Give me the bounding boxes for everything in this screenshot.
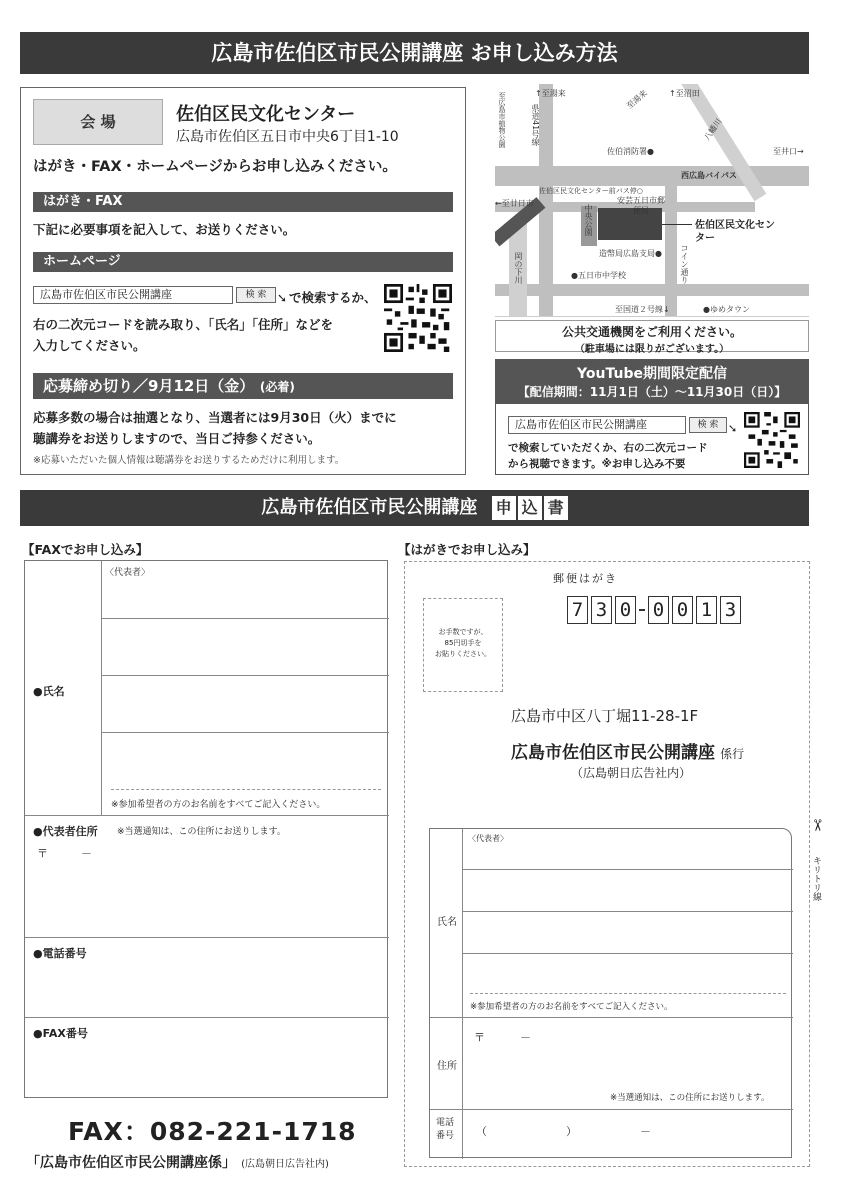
deadline-text2: 聴講券をお送りしますので、当日ご持参ください。 xyxy=(33,431,321,446)
homepage-line3: 入力してください。 xyxy=(33,338,146,353)
pc-zip-mark: 〒 xyxy=(474,1031,485,1044)
pc-name-dashed xyxy=(470,993,786,994)
fax-recipient-line xyxy=(26,1152,329,1172)
map-route2: 至国道２号線↓ xyxy=(615,305,670,314)
homepage-line2: 右の二次元コードを読み取り、「氏名」「住所」などを xyxy=(33,317,334,332)
zip-digit: 0 xyxy=(672,596,693,624)
fax-form xyxy=(24,560,388,1098)
postcard-form xyxy=(404,561,810,1167)
zip-separator xyxy=(639,609,645,611)
venue-label-box xyxy=(33,99,163,145)
venue-map xyxy=(495,84,809,317)
map-venue-label: 佐伯区民文化センター xyxy=(695,220,775,244)
venue-address: 広島市佐伯区五日市中央6丁目1-10 xyxy=(176,129,399,145)
postcard-recipient-suffix: 係行 xyxy=(720,747,745,761)
apply-methods: はがき・FAX・ホームページからお申し込みください。 xyxy=(33,159,397,175)
form-title-bar xyxy=(20,490,809,526)
postcard-address: 広島市中区八丁堀11-28-1F xyxy=(511,707,699,725)
cut-line-label: キリトリ線 xyxy=(811,856,821,901)
top-title-bar xyxy=(20,32,809,74)
map-route41: 県道41号線 xyxy=(531,104,540,147)
youtube-box xyxy=(495,359,809,475)
venue-label: 会 場 xyxy=(80,113,116,131)
stamp-line1: お手数ですが、 xyxy=(438,628,488,636)
pc-name-label: 氏名 xyxy=(437,917,457,928)
map-central-park-label: 中央公園 xyxy=(584,204,593,236)
youtube-text1: で検索していただくか、右の二次元コード xyxy=(508,442,708,454)
fax-recipient-note: (広島朝日広告社内) xyxy=(241,1159,329,1170)
venue-name: 佐伯区民文化センター xyxy=(176,104,356,125)
form-title-char-2: 込 xyxy=(518,496,542,520)
pc-name-line-3 xyxy=(462,953,793,954)
fax-zip-mark: 〒 xyxy=(37,847,48,860)
pc-tel-label-1: 電話 xyxy=(436,1118,455,1128)
map-to-yuki1: ↑至湯来 xyxy=(535,89,566,98)
map-shimokawa: 岡の下川 xyxy=(514,252,523,284)
map-bypass: 西広島バイパス xyxy=(681,171,737,180)
pc-name-line-2 xyxy=(462,911,793,912)
youtube-text2: から視聴できます。※お申し込み不要 xyxy=(508,458,686,470)
map-youme: ●ゆめタウン xyxy=(703,305,750,314)
zip-digit: 0 xyxy=(648,596,669,624)
fax-recipient: 「広島市佐伯区市民公開講座係」 xyxy=(26,1155,236,1171)
info-box xyxy=(20,87,466,475)
homepage-after-search: で検索するか、 xyxy=(289,290,377,305)
postcard-zip xyxy=(567,596,741,624)
stamp-box xyxy=(423,598,503,692)
youtube-period: 【配信期間：11月1日（土）〜11月30日（日）】 xyxy=(517,385,787,399)
stamp-line2: 85円切手を xyxy=(444,639,482,647)
stamp-line3: お貼りください。 xyxy=(435,650,491,658)
fax-fax-label: ●FAX番号 xyxy=(33,1027,88,1040)
form-title-char-1: 申 xyxy=(492,496,516,520)
homepage-search-button[interactable]: 検 索 xyxy=(236,287,276,303)
zip-digit: 0 xyxy=(615,596,636,624)
youtube-search-input[interactable]: 広島市佐伯区市民公開講座 xyxy=(508,416,686,434)
fax-name-dashed xyxy=(111,789,381,790)
pc-addr-label: 住所 xyxy=(437,1061,457,1072)
map-to-inokuchi: 至井口→ xyxy=(773,147,804,156)
map-coin-street: コイン通り xyxy=(680,244,689,284)
youtube-search-button[interactable]: 検 索 xyxy=(689,417,727,433)
top-title: 広島市佐伯区市民公開講座 お申し込み方法 xyxy=(211,41,618,65)
form-title-main: 広島市佐伯区市民公開講座 xyxy=(261,497,478,518)
postcard-fax-header: はがき・FAX xyxy=(33,192,453,212)
fax-zip-dash: － xyxy=(81,847,92,860)
pc-addr-note: ※当選通知は、この住所にお送りします。 xyxy=(610,1093,770,1103)
pc-tel-paren-close: ） xyxy=(566,1125,577,1138)
map-school: ●五日市中学校 xyxy=(571,271,626,280)
fax-name-rep: 〈代表者〉 xyxy=(105,568,151,578)
pc-tel-dash: － xyxy=(640,1125,651,1138)
homepage-header: ホームページ xyxy=(33,252,453,272)
postcard-inner-form xyxy=(429,828,792,1158)
youtube-title: YouTube期間限定配信 xyxy=(577,366,727,382)
homepage-search-input[interactable]: 広島市佐伯区市民公開講座 xyxy=(33,286,233,304)
privacy-note: ※応募いただいた個人情報は聴講券をお送りするためだけに利用します。 xyxy=(33,455,345,466)
zip-digit: 3 xyxy=(720,596,741,624)
pc-addr-bottom xyxy=(430,1109,793,1110)
fax-name-line-3 xyxy=(101,732,389,733)
transit-line2: （駐車場には限りがございます。） xyxy=(574,344,730,355)
map-fire-station: 佐伯消防署● xyxy=(607,147,654,156)
deadline-note: (必着) xyxy=(259,380,295,394)
deadline-header-bar xyxy=(33,373,453,399)
map-road-route41 xyxy=(539,84,553,317)
map-venue-pointer xyxy=(662,224,692,225)
postcard-fax-text: 下記に必要事項を記入して、お送りください。 xyxy=(33,222,296,237)
cursor-icon: ➘ xyxy=(277,291,288,305)
map-mint: 造幣局広島支局● xyxy=(599,249,662,258)
fax-name-bottom xyxy=(25,815,389,816)
fax-name-line-2 xyxy=(101,675,389,676)
fax-name-label: ●氏名 xyxy=(33,685,65,698)
map-bus-stop: 佐伯区民文化センター前バス停○ xyxy=(539,187,643,195)
zip-digit: 3 xyxy=(591,596,612,624)
map-post-office: 安芸五日市郵便局 xyxy=(617,196,665,215)
fax-name-line-1 xyxy=(101,618,389,619)
map-to-hatsukaichi: ←至廿日市 xyxy=(495,199,534,208)
transit-line1: 公共交通機関をご利用ください。 xyxy=(561,325,742,339)
pc-tel-paren-open: （ xyxy=(476,1125,487,1138)
fax-addr-note: ※当選通知は、この住所にお送りします。 xyxy=(117,827,286,837)
form-title-char-3: 書 xyxy=(544,496,568,520)
fax-addr-label: ●代表者住所 xyxy=(33,825,98,838)
zip-digit: 1 xyxy=(696,596,717,624)
postcard-title: 郵便はがき xyxy=(553,572,618,585)
pc-tel-label-2: 番号 xyxy=(436,1131,455,1141)
scissors-icon: ✂ xyxy=(808,818,828,833)
zip-digit: 7 xyxy=(567,596,588,624)
youtube-header xyxy=(496,360,808,404)
transit-box xyxy=(495,320,809,355)
youtube-cursor-icon: ➘ xyxy=(728,422,738,435)
homepage-qr-code[interactable] xyxy=(384,284,452,352)
fax-name-note: ※参加希望者の方のお名前をすべてご記入ください。 xyxy=(111,800,326,810)
map-to-botanical: 至広島市植物公園 xyxy=(498,92,506,148)
postcard-recipient-sub: （広島朝日広告社内） xyxy=(571,766,692,780)
pc-name-line-1 xyxy=(462,869,793,870)
fax-addr-bottom xyxy=(25,937,389,938)
pc-tel-label xyxy=(436,1117,454,1143)
postcard-form-header: 【はがきでお申し込み】 xyxy=(398,542,536,557)
pc-name-rep: 〈代表者〉 xyxy=(468,834,508,843)
map-hatchogawa: 八幡川 xyxy=(702,117,724,142)
youtube-qr-code[interactable] xyxy=(744,412,800,468)
deadline-text1: 応募多数の場合は抽選となり、当選者には9月30日（火）までに xyxy=(33,410,397,425)
fax-tel-label: ●電話番号 xyxy=(33,947,87,960)
pc-zip-dash: － xyxy=(520,1031,531,1044)
map-to-numata: ↑至沼田 xyxy=(669,89,700,98)
postcard-recipient-line xyxy=(511,738,744,763)
deadline-header: 応募締め切り／9月12日（金） xyxy=(43,377,255,395)
fax-name-divider-v xyxy=(101,561,102,815)
pc-name-note: ※参加希望者の方のお名前をすべてご記入ください。 xyxy=(470,1002,673,1012)
postcard-recipient: 広島市佐伯区市民公開講座 xyxy=(511,743,715,763)
fax-form-header: 【FAXでお申し込み】 xyxy=(22,542,149,557)
pc-name-bottom xyxy=(430,1017,793,1018)
fax-tel-bottom xyxy=(25,1017,389,1018)
fax-number: FAX：082-221-1718 xyxy=(68,1117,357,1146)
map-to-yuki2: 至湯来 xyxy=(624,88,650,111)
